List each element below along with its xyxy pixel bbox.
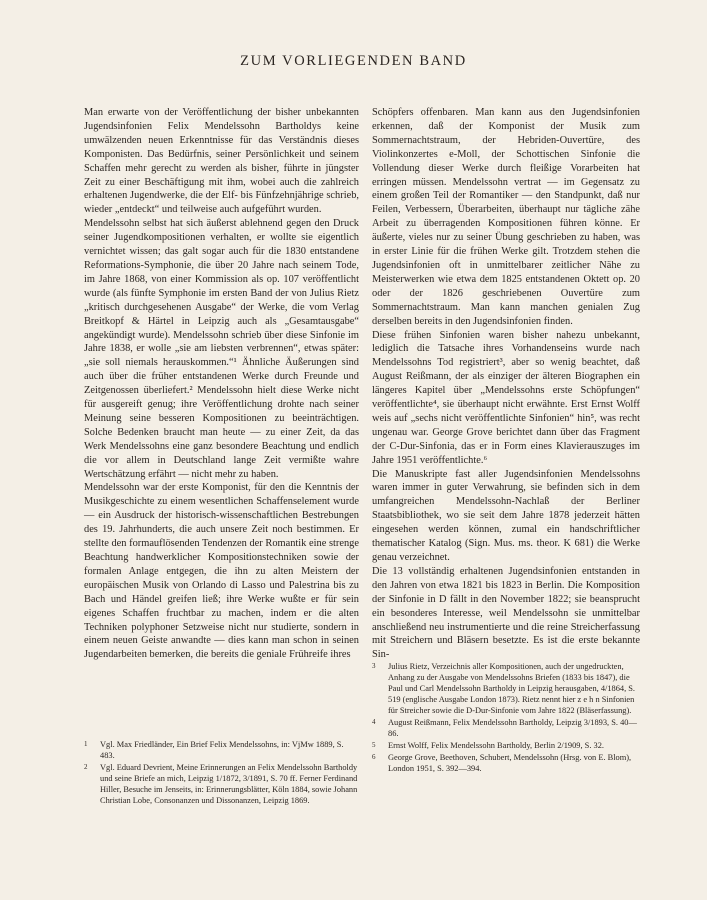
footnote-number: 6 — [372, 753, 376, 761]
paragraph: Die 13 vollständig erhaltenen Jugendsinfonien entstanden in den Jahren von etwa 1821 bis 1823 in Berlin. Die Komposition der Sinfonie in D fällt in den November 1822; sie beansprucht ein besonderes Interesse, weil Mendelssohn sie unmittelbar anschließend neu instrumentierte und die reine Streicherfassung mit Streichern und Bläsern besetzte. Es ist die erste bekannte Sin- — [372, 565, 640, 661]
footnote-text: George Grove, Beethoven, Schubert, Mendelssohn (Hrsg. von E. Blom), London 1951, S. 392—394. — [388, 753, 632, 773]
left-text-column — [84, 106, 359, 662]
footnote — [84, 739, 359, 761]
right-text-column — [372, 106, 640, 662]
footnote — [372, 740, 640, 751]
footnotes-right — [372, 661, 640, 775]
footnote-number: 1 — [84, 740, 88, 748]
paragraph: Schöpfers offenbaren. Man kann aus den Jugendsinfonien erkennen, daß der Komponist der Musik zum Sommernachtstraum, der Hebriden-Ouvertüre, des Violinkonzertes e-Moll, der Schottischen Sinfonie die Vollendung dieser Werke durch fleißige Vorarbeiten hat erringen müssen. Mendelssohn vertrat — im Gegensatz zu einem großen Teil der Romantiker — den Standpunkt, daß nur Feilen, Verbessern, Überarbeiten, überhaupt nur tägliche zähe Arbeit zu überragenden Kompositionen führen könne. Er äußerte, vieles nur zu seiner Übung geschrieben zu haben, was in erster Linie für die frühen Werke gilt. Trotzdem stehen die Jugendsinfonien oft in unmittelbarer zeitlicher Nähe zu Meisterwerken wie etwa dem 1825 entstandenen Oktett op. 20 oder der 1826 geschriebenen Ouvertüre zum Sommernachtstraum. Man kann manchen genialen Zug derselben bereits in den Jugendsinfonien finden. — [372, 107, 640, 327]
paragraph: Die Manuskripte fast aller Jugendsinfonien Mendelssohns waren immer in guter Verwahrung, sie befinden sich in dem umfangreichen Mendelssohn-Nachlaß der Berliner Staatsbibliothek, wo sie seit dem Jahre 1878 jederzeit hätten eingesehen werden können, zumal ein handschriftlicher thematischer Katalog (Sign. Mus. ms. theor. K 681) die Werke genau verzeichnet. — [372, 468, 640, 563]
footnote-text: Ernst Wolff, Felix Mendelssohn Bartholdy, Berlin 2/1909, S. 32. — [388, 741, 604, 750]
footnote-number: 2 — [84, 763, 88, 771]
page-title: ZUM VORLIEGENDEN BAND — [240, 53, 467, 69]
footnote-text: Vgl. Max Friedländer, Ein Brief Felix Mendelssohns, in: VjMw 1889, S. 483. — [100, 740, 344, 760]
footnote — [372, 717, 640, 739]
footnote-text: August Reißmann, Felix Mendelssohn Bartholdy, Leipzig 3/1893, S. 40—86. — [388, 718, 637, 738]
footnote-text: Vgl. Eduard Devrient, Meine Erinnerungen an Felix Mendelssohn Bartholdy und seine Briefe an mich, Leipzig 1/1872, 3/1891, S. 70 ff. Ferner Ferdinand Hiller, Besuche im Jenseits, in: Erinnerungsblätter, Köln 1884, sowie Johann Christian Lobe, Consonanzen und Dissonanzen, Leipzig 1869. — [100, 763, 358, 805]
paragraph: Diese frühen Sinfonien waren bisher nahezu unbekannt, lediglich die Tatsache ihres Vorhandenseins wurde nach Mendelssohns Tod registriert³, aber so wenig beachtet, daß August Reißmann, der als einziger der älteren Biographen ein längeres Kapitel über „Mendelssohns erste Schöpfungen“ veröffentlichte⁴, sie überhaupt nicht erwähnte. Erst Ernst Wolff weis auf „sechs nicht veröffentlichte Sinfonien“ hin⁵, was recht ungenau war. George Grove berichtet dann über das Fragment der C-Dur-Sinfonia, das er in Form eines Klavierauszuges im Jahre 1951 veröffentlichte.⁶ — [372, 329, 640, 466]
paragraph: Mendelssohn selbst hat sich äußerst ablehnend gegen den Druck seiner Jugendkompositionen verhalten, er wollte sie eigentlich vernichtet wissen; das galt sogar auch für die 1830 entstandene Reformations-Symphonie, die über 20 Jahre nach seinem Tode, im Jahre 1868, von einer Kommission als op. 107 veröffentlicht wurde (als fünfte Symphonie im ersten Band der von Julius Rietz „kritisch durchgesehenen Ausgabe“ der Werke, die vom Verlag Breitkopf & Härtel in Leipzig auch als „Gesamtausgabe“ angekündigt wurde). Mendelssohn schrieb über diese Sinfonie im Jahre 1838, er wolle „sie am liebsten verbrennen“, etwas später: „sie soll niemals herauskommen.“¹ Ähnliche Äußerungen sind auch über die früher entstandenen Werke durch Freunde und Zeitgenossen überliefert.² Mendelssohn hielt diese Werke nicht für ausgereift genug; ihre Veröffentlichung drohte nach seiner Meinung seine besseren Kompositionen zu beeinträchtigen. Solche Bedenken braucht man heute — zu einer Zeit, da das Werk Mendelssohns eine ganz besondere Beachtung und endlich die vor allem in Deutschland lange Zeit vermißte wahre Wertschätzung erfährt — nicht mehr zu haben. — [84, 218, 359, 480]
paragraph: Man erwarte von der Veröffentlichung der bisher unbekannten Jugendsinfonien Felix Mendelssohn Bartholdys keine umwälzenden neuen Erkenntnisse für das Verständnis dieses Komponisten. Das Bedürfnis, seiner Persönlichkeit und seinem Schaffen mehr gerecht zu werden als bisher, führte in jüngster Zeit zu einer Beschäftigung mit ihm, wobei auch die zahlreich erhaltenen Jugendwerke, die der Elf- bis Fünfzehnjährige schrieb, wieder „entdeckt“ und teilweise auch aufgeführt wurden. — [84, 107, 359, 216]
footnote-number: 4 — [372, 718, 376, 726]
footnote — [84, 762, 359, 806]
footnote-text: Julius Rietz, Verzeichnis aller Kompositionen, auch der ungedruckten, Anhang zu der Ausgabe von Mendelssohns Briefen (1833 bis 1847), die Paul und Carl Mendelssohn Bartholdy in Leipzig herausgaben, 4/1864, S. 519 (englische Ausgabe London 1873). Rietz nennt hier z e h n Sinfonien für Streicher sowie die D-Dur-Sinfonie vom Jahre 1822 (Bläserfassung). — [388, 662, 636, 715]
paragraph: Mendelssohn war der erste Komponist, für den die Kenntnis der Musikgeschichte zu einem wesentlichen Schaffenselement wurde — ein Ausdruck der historisch-wissenschaftlichen Bestrebungen des 19. Jahrhunderts, die auch unsere Zeit noch bestimmen. Er stellte den formauflösenden Tendenzen der Romantik eine strenge Beachtung handwerklicher Kompositionstechniken sowie der formalen Anlage entgegen, die ihn zu alten Meistern der europäischen Musik von Orlando di Lasso und Palestrina bis zu Bach und Händel greifen ließ; ihre Werke wußte er für sein eigenes Schaffen fruchtbar zu machen, indem er die alten Techniken polyphoner Setzweise nicht nur studierte, sondern in einem neuen Geiste anwandte — dies kann man schon in seinen Jugendarbeiten bemerken, die bereits die geniale Frühreife ihres — [84, 482, 359, 661]
footnote — [372, 752, 640, 774]
footnote — [372, 661, 640, 716]
footnote-number: 3 — [372, 662, 376, 670]
footnote-number: 5 — [372, 741, 376, 749]
footnotes-left — [84, 739, 359, 807]
